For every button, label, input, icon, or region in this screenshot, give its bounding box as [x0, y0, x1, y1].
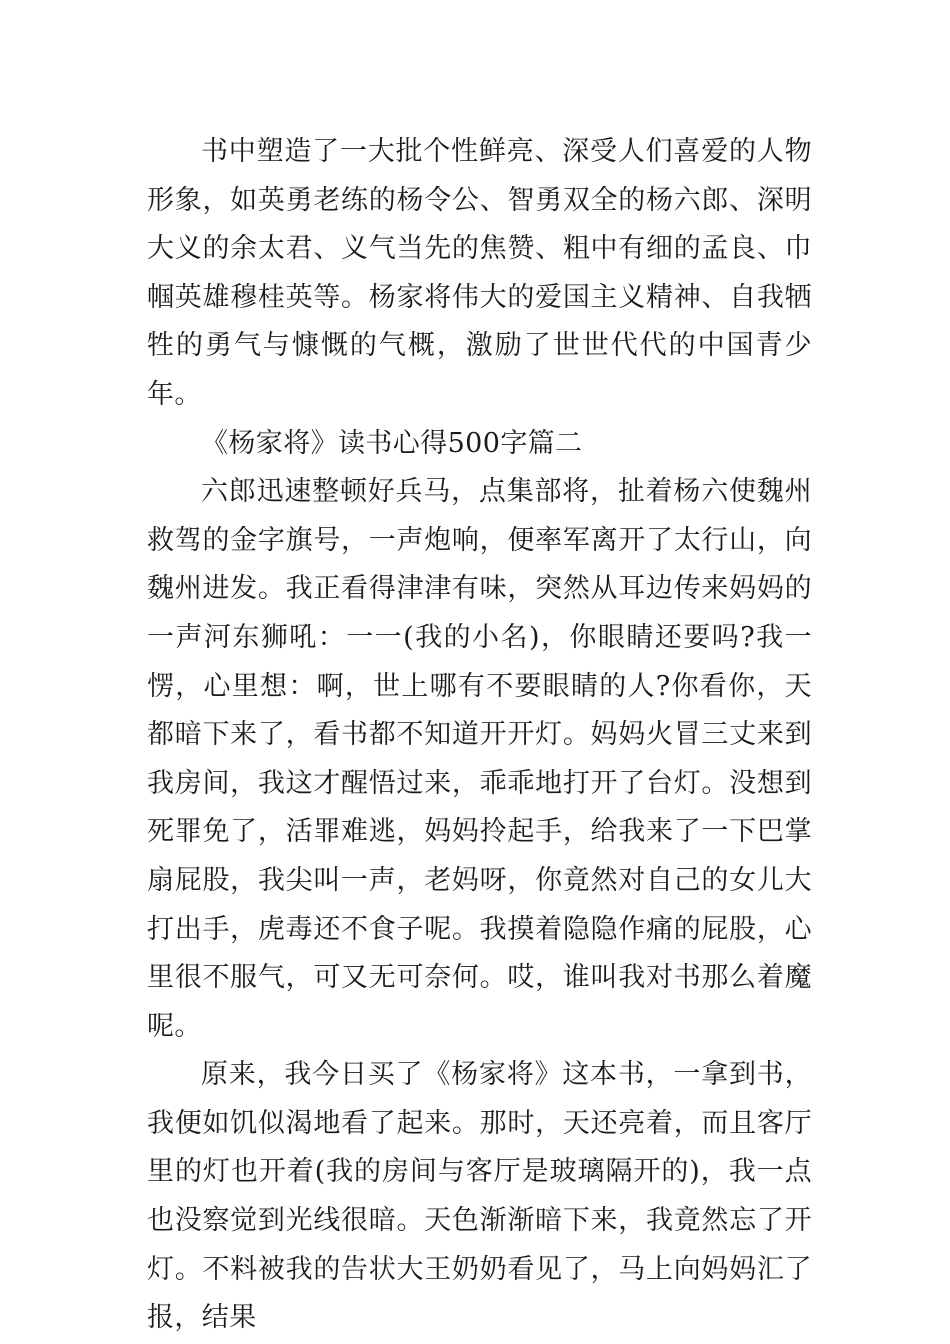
document-body [147, 128, 812, 1343]
section-heading: 《杨家将》读书心得500字篇二 [201, 427, 583, 459]
paragraph-origin: 原来，我今日买了《杨家将》这本书，一拿到书，我便如饥似渴地看了起来。那时，天还亮着，而且客厅里的灯也开着(我的房间与客厅是玻璃隔开的)，我一点也没察觉到光线很暗。天色渐渐暗下来，我竟然忘了开灯。不料被我的告状大王奶奶看见了，马上向妈妈汇了报，结果 [147, 1059, 812, 1334]
paragraph-characters: 书中塑造了一大批个性鲜亮、深受人们喜爱的人物形象，如英勇老练的杨令公、智勇双全的杨六郎、深明大义的余太君、义气当先的焦赞、粗中有细的孟良、巾帼英雄穆桂英等。杨家将伟大的爱国主义精神、自我牺牲的勇气与慷慨的气概，激励了世世代代的中国青少年。 [147, 136, 812, 410]
paragraph-story: 六郎迅速整顿好兵马，点集部将，扯着杨六使魏州救驾的金字旗号，一声炮响，便率军离开了太行山，向魏州进发。我正看得津津有味，突然从耳边传来妈妈的一声河东狮吼：一一(我的小名)，你眼睛还要吗?我一愣，心里想：啊，世上哪有不要眼睛的人?你看你，天都暗下来了，看书都不知道开开灯。妈妈火冒三丈来到我房间，我这才醒悟过来，乖乖地打开了台灯。没想到死罪免了，活罪难逃，妈妈拎起手，给我来了一下巴掌扇屁股，我尖叫一声，老妈呀，你竟然对自己的女儿大打出手，虎毒还不食子呢。我摸着隐隐作痛的屁股，心里很不服气，可又无可奈何。哎，谁叫我对书那么着魔呢。 [147, 476, 812, 1042]
